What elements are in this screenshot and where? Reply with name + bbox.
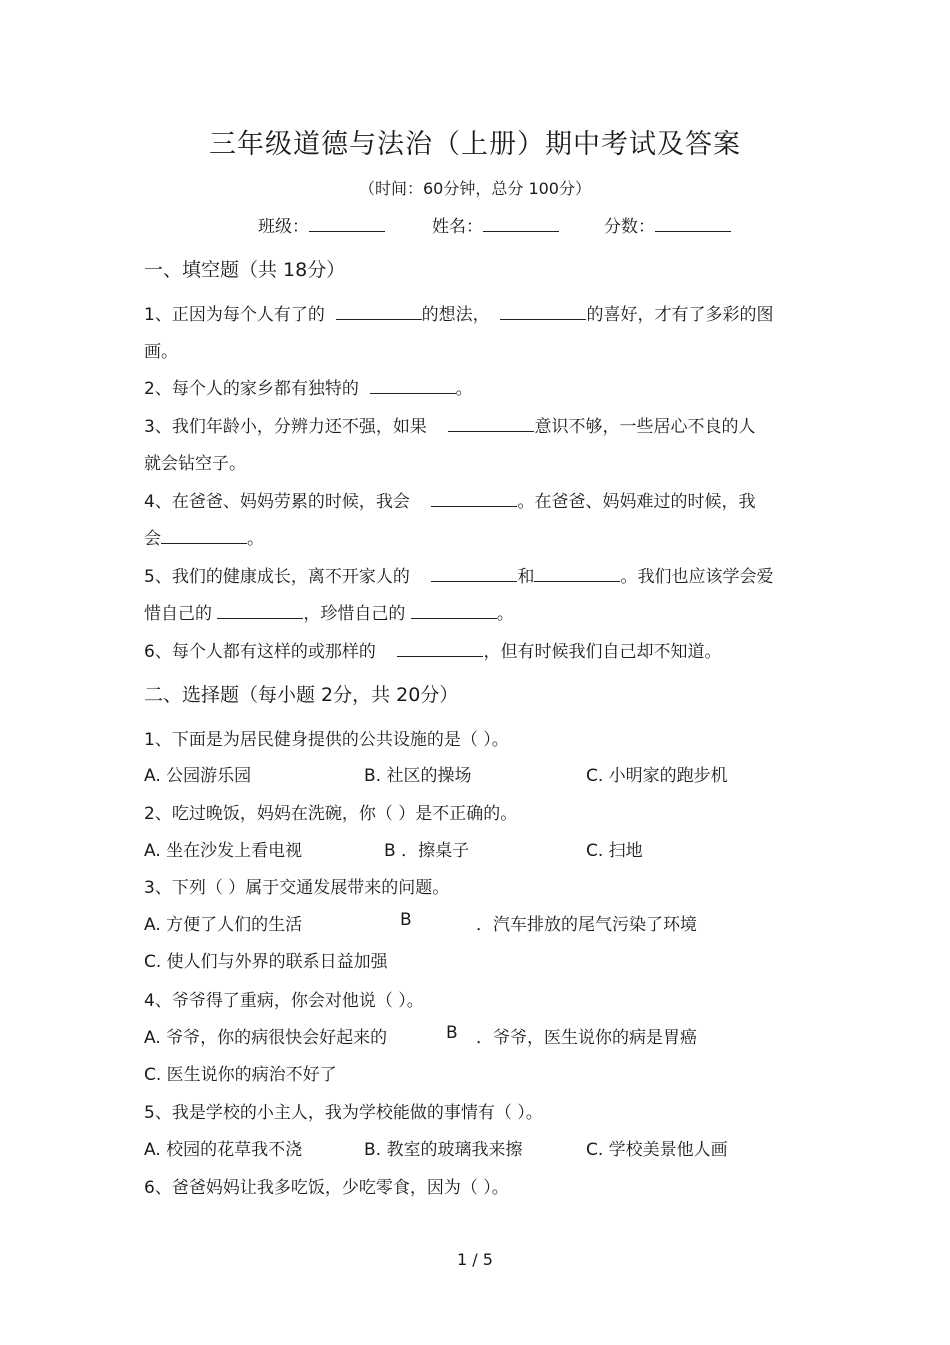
choice-q3-option-b-letter: B <box>400 910 412 930</box>
fill-q5-line1: 5、我们的健康成长，离不开家人的 和 。我们也应该学会爱 <box>144 567 774 587</box>
blank <box>534 567 620 582</box>
fill-q2: 2、每个人的家乡都有独特的 。 <box>144 379 473 399</box>
choice-q3-option-a: A. 方便了人们的生活 <box>144 915 303 935</box>
class-field <box>258 212 385 237</box>
choice-q2-option-a: A. 坐在沙发上看电视 <box>144 841 303 861</box>
exam-time-info: （时间：60分钟，总分 100分） <box>359 179 591 198</box>
choice-q1-option-a: A. 公园游乐园 <box>144 766 252 786</box>
choice-q2: 2、吃过晚饭，妈妈在洗碗，你（ ）是不正确的。 <box>144 804 518 824</box>
fill-q3-line1: 3、我们年龄小，分辨力还不强，如果 意识不够，一些居心不良的人 <box>144 417 756 437</box>
blank <box>500 305 586 320</box>
page-number: 1 / 5 <box>457 1250 493 1269</box>
blank <box>431 567 517 582</box>
choice-q4-option-b-text: ．爷爷，医生说你的病是胃癌 <box>476 1028 697 1048</box>
choice-q4-option-a: A. 爷爷，你的病很快会好起来的 <box>144 1028 388 1048</box>
blank <box>448 417 534 432</box>
choice-q5-option-c: C. 学校美景他人画 <box>586 1140 728 1160</box>
fill-q6: 6、每个人都有这样的或那样的 ，但有时候我们自己却不知道。 <box>144 642 722 662</box>
blank <box>370 379 456 394</box>
blank <box>431 492 517 507</box>
page-title: 三年级道德与法治（上册）期中考试及答案 <box>209 129 741 160</box>
choice-q4-option-c: C. 医生说你的病治不好了 <box>144 1065 337 1085</box>
choice-q4-option-b-letter: B <box>446 1023 458 1043</box>
fill-q1-line1: 1、正因为每个人有了的 的想法， 的喜好，才有了多彩的图 <box>144 305 774 325</box>
score-label: 分数： <box>604 217 655 237</box>
fill-q4-line1: 4、在爸爸、妈妈劳累的时候，我会 。在爸爸、妈妈难过的时候，我 <box>144 492 756 512</box>
blank <box>217 604 303 619</box>
fill-q4-line2: 会 。 <box>144 529 264 549</box>
choice-q3: 3、下列（ ）属于交通发展带来的问题。 <box>144 878 450 898</box>
blank <box>411 604 497 619</box>
class-label: 班级： <box>258 217 309 237</box>
fill-q3-line2: 就会钻空子。 <box>144 454 246 474</box>
choice-q4: 4、爷爷得了重病，你会对他说（ ）。 <box>144 991 424 1011</box>
choice-q6: 6、爸爸妈妈让我多吃饭，少吃零食，因为（ ）。 <box>144 1178 509 1198</box>
choice-q5-option-a: A. 校园的花草我不浇 <box>144 1140 303 1160</box>
blank <box>397 642 483 657</box>
section-choice-heading: 二、选择题（每小题 2分，共 20分） <box>144 684 459 706</box>
choice-q1: 1、下面是为居民健身提供的公共设施的是（ ）。 <box>144 730 509 750</box>
choice-q3-option-b-text: ．汽车排放的尾气污染了环境 <box>476 915 697 935</box>
score-blank <box>655 215 731 232</box>
choice-q5: 5、我是学校的小主人，我为学校能做的事情有（ ）。 <box>144 1103 543 1123</box>
class-blank <box>309 215 385 232</box>
choice-q1-option-c: C. 小明家的跑步机 <box>586 766 728 786</box>
choice-q3-option-c: C. 使人们与外界的联系日益加强 <box>144 952 388 972</box>
choice-q2-option-b: B ．擦桌子 <box>384 841 470 861</box>
choice-q5-option-b: B. 教室的玻璃我来擦 <box>364 1140 523 1160</box>
name-blank <box>483 215 559 232</box>
choice-q2-option-c: C. 扫地 <box>586 841 643 861</box>
name-field <box>432 212 559 237</box>
blank <box>336 305 422 320</box>
score-field <box>604 212 731 237</box>
name-label: 姓名： <box>432 217 483 237</box>
choice-q1-option-b: B. 社区的操场 <box>364 766 472 786</box>
section-fill-blank-heading: 一、填空题（共 18分） <box>144 259 346 281</box>
fill-q5-line2: 惜自己的 ，珍惜自己的 。 <box>144 604 514 624</box>
fill-q1-line2: 画。 <box>144 342 178 362</box>
blank <box>161 529 247 544</box>
